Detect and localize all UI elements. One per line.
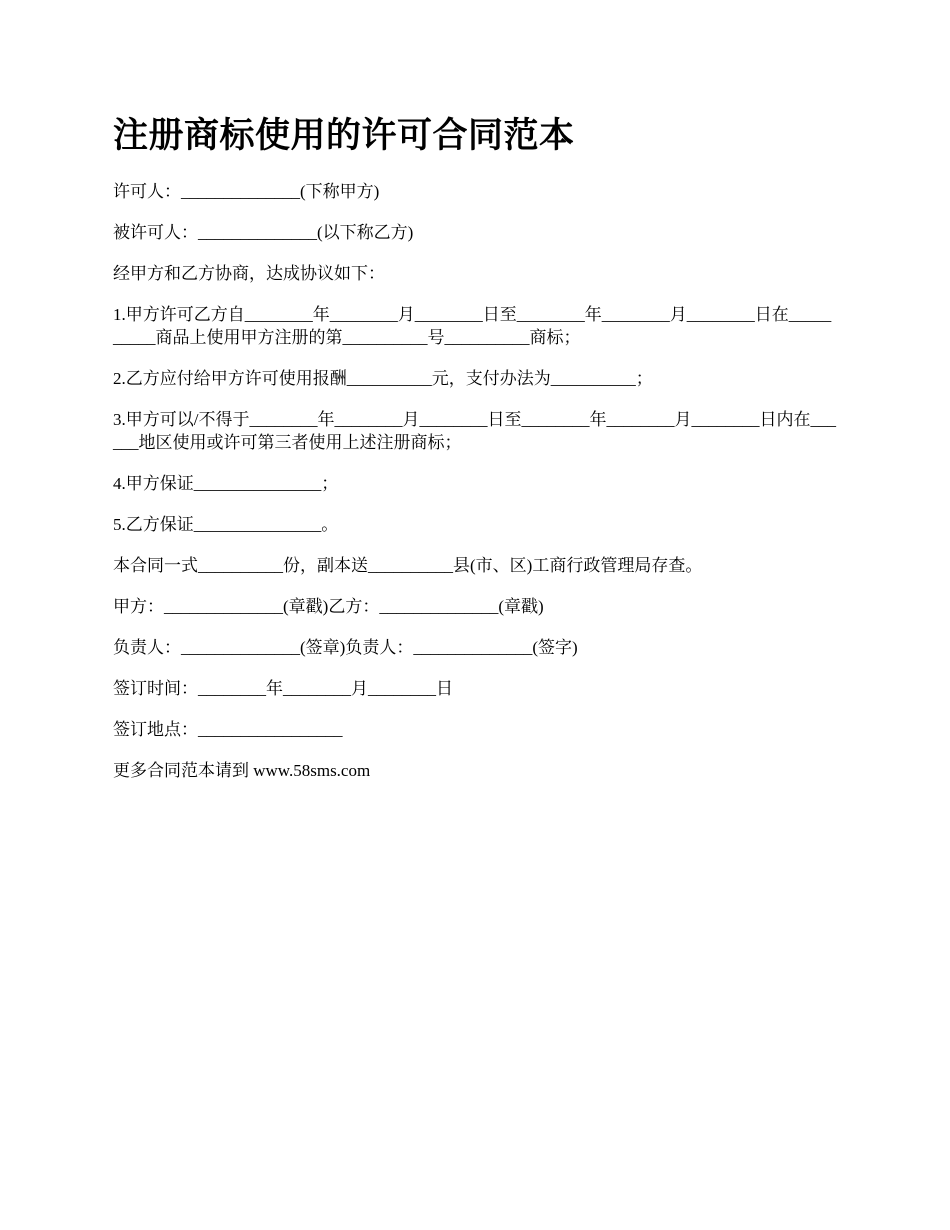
- copies-line: 本合同一式__________份，副本送__________县(市、区)工商行政管理局存查。: [113, 556, 703, 575]
- contract-document: [113, 110, 838, 782]
- licensor-line: 许可人：______________(下称甲方): [113, 182, 380, 201]
- clause-2: 2.乙方应付给甲方许可使用报酬__________元，支付办法为__________；: [113, 369, 653, 388]
- agreement-intro: 经甲方和乙方协商，达成协议如下：: [113, 264, 385, 283]
- parties-seal-line: 甲方：______________(章戳)乙方：______________(章戳): [113, 597, 544, 616]
- footer-website-line: 更多合同范本请到 www.58sms.com: [113, 761, 371, 780]
- clause-5: 5.乙方保证_______________。: [113, 515, 339, 534]
- licensee-line: 被许可人：______________(以下称乙方): [113, 223, 414, 242]
- signing-place-line: 签订地点：_________________: [113, 720, 343, 739]
- clause-1: 1.甲方许可乙方自________年________月________日至________年________月________日在__________商品上使用甲方注册的第__________号__________商标；: [113, 305, 832, 347]
- clause-4: 4.甲方保证_______________；: [113, 474, 339, 493]
- document-title: 注册商标使用的许可合同范本: [113, 116, 575, 155]
- clause-3: 3.甲方可以/不得于________年________月________日至________年________月________日内在______地区使用或许可第三者使用上述注册商标；: [113, 410, 836, 452]
- signing-date-line: 签订时间：________年________月________日: [113, 679, 453, 698]
- responsible-persons-line: 负责人：______________(签章)负责人：______________(签字): [113, 638, 578, 657]
